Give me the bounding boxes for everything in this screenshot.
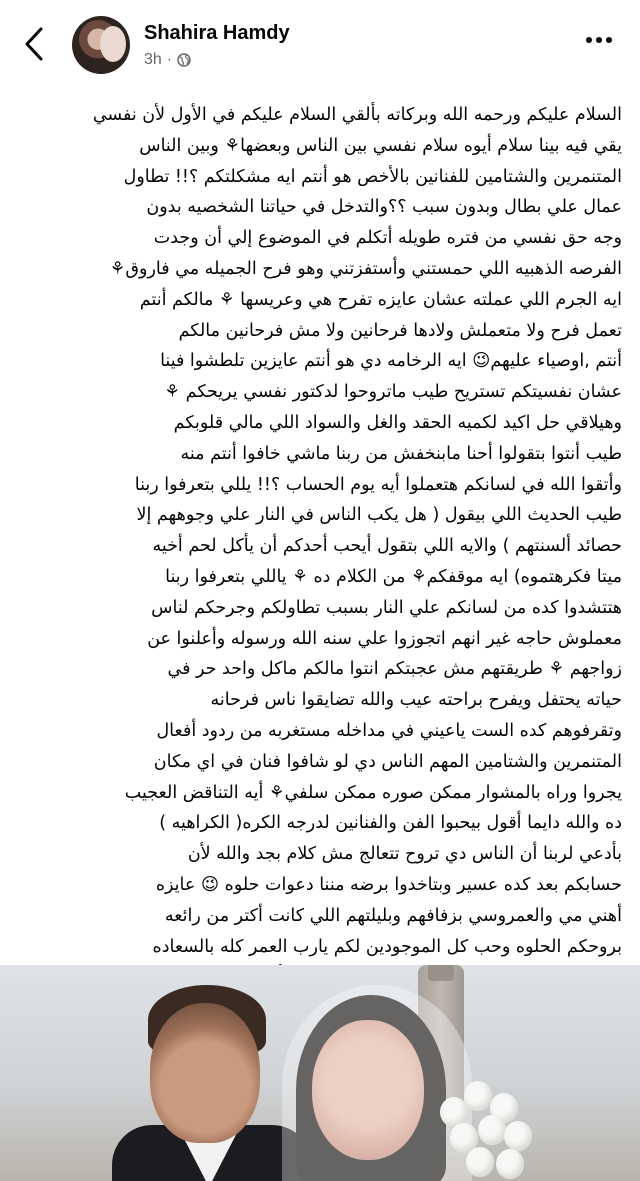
globe-icon [177, 53, 191, 67]
background-tower-top [428, 965, 454, 981]
more-dot [596, 37, 602, 43]
more-dot [606, 37, 612, 43]
post-time[interactable]: 3h [144, 51, 162, 68]
post-photo[interactable] [0, 965, 640, 1181]
chevron-left-icon [23, 26, 45, 62]
bouquet [440, 1077, 540, 1181]
post-header [0, 0, 640, 78]
avatar[interactable] [72, 16, 130, 74]
back-button[interactable] [18, 24, 50, 64]
meta-separator: · [166, 51, 173, 68]
post-meta [144, 51, 191, 69]
post-body-text: السلام عليكم ورحمه الله وبركاته بألقي السلام عليكم في الأول لأن نفسي يقي فيه بينا سلام أيوه سلام نفسي بين الناس وبعضها⚘ وبين الناس المتنمرين والشتامين للفنانين بالأخص هو أنتم ايه مشكلتكم ؟!! تطاول عمال علي بطال وبدون سبب ؟؟والتدخل في حياتنا الشخصيه بدون وجه حق نفسي من فتره طويله أتكلم في الموضوع إلي أن وجدت الفرصه الذهبيه اللي حمستني وأستفزتني وهو فرح الجميله مي فاروق⚘ ايه الجرم اللي عملته عشان عايزه تفرح هي وعريسها ⚘ مالكم أنتم تعمل فرح ولا متعملش ولادها فرحانين ولا مش فرحانين مالكم أنتم ,اوصياء عليهم😉 ايه الرخامه دي هو أنتم عايزين تلطشوا فينا عشان نفسيتكم تستريح طيب ماتروحوا لدكتور نفسي يريحكم ⚘ وهيلاقي حل اكيد لكميه الحقد والغل والسواد اللي مالي قلوبكم طيب أنتوا بتقولوا أحنا مابنخفش من ربنا ماشي خافوا أنتم منه وأتقوا الله في لسانكم هتعملوا أيه يوم الحساب ؟!! يللي بتعرفوا ربنا طيب الحديث اللي بيقول ( هل يكب الناس في النار علي وجوههم إلا حصائد ألسنتهم ) والايه اللي بتقول أيحب أحدكم أن يأكل لحم أخيه ميتا فكرهتموه) ايه موقفكم⚘ من الكلام ده ⚘ ياللي بتعرفوا ربنا هتتشدوا كده من لسانكم علي النار بسبب تطاولكم وجرحكم لناس معملوش حاجه غير انهم اتجوزوا علي سنه الله ورسوله وأعلنوا عن زواجهم ⚘ طريقتهم مش عجبتكم انتوا مالكم ماكل واحد حر في حياته يحتفل ويفرح براحته عيب والله تضايقوا ناس فرحانه وتقرفوهم كده الست ياعيني في مداخله مستغربه من ردود أفعال المتنمرين والشتامين المهم الناس دي لو شافوا فنان في اي مكان يجروا وراه بالمشوار ممكن صوره ممكن سلفي⚘ أيه التناقض العجيب ده والله دايما أقول بيحبوا الفن والفنانين لدرجه الكره( الكراهيه ) بأدعي لربنا أن الناس دي تروح تتعالج مش كلام بجد والله لأن حسابكم بعد كده عسير وبتاخدوا برضه مننا دعوات حلوه 😉 عايزه أهني مي والعمروسي بزفافهم وبليلتهم اللي كانت أكتر من رائعه بروحكم الحلوه وحب كل الموجودين لكم يارب العمر كله بالسعاده [92, 105, 622, 957]
more-options-button[interactable] [582, 28, 616, 52]
groom-face [150, 1003, 260, 1143]
more-dots-icon [586, 37, 592, 43]
author-name[interactable]: Shahira Hamdy [144, 22, 290, 44]
